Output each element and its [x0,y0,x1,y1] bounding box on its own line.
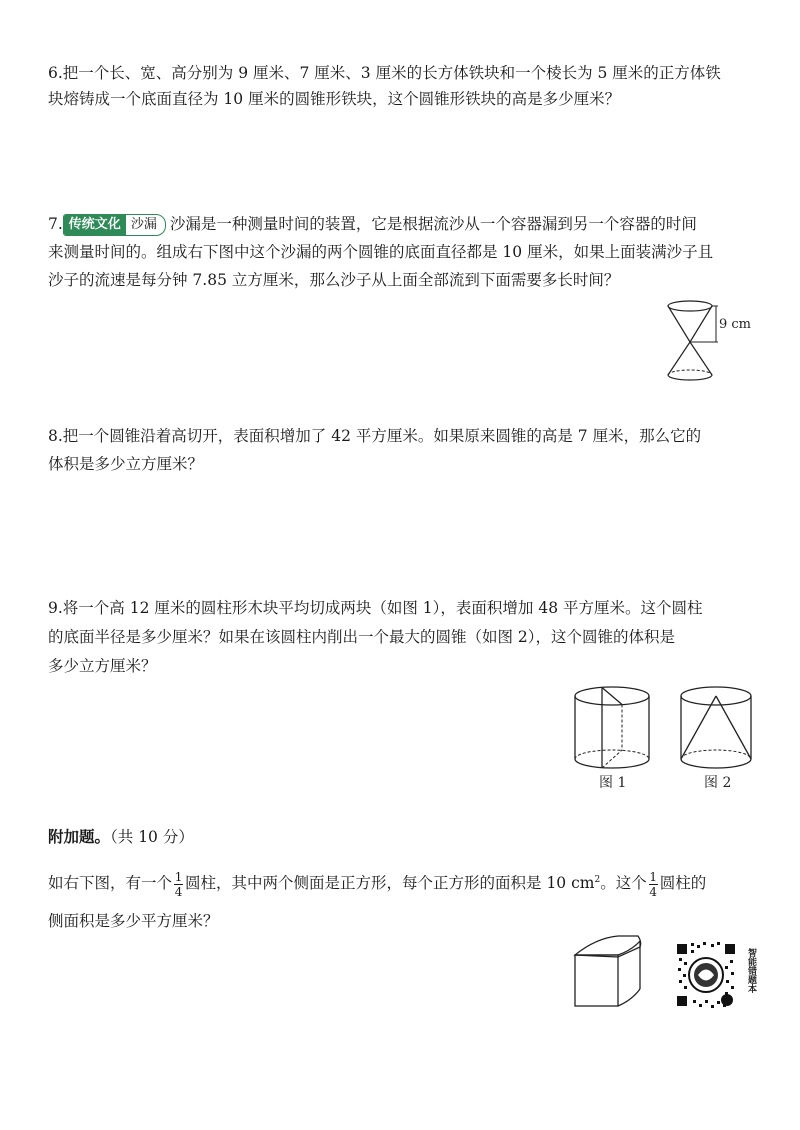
q7-line2: 来测量时间的。组成右下图中这个沙漏的两个圆锥的底面直径都是 10 厘米，如果上面装满沙子且 [48,243,714,261]
figure-2-cone-in-cylinder [671,680,771,795]
figure-2-label: 图 2 [704,775,732,791]
q9-line1: 9.将一个高 12 厘米的圆柱形木块平均切成两块（如图 1），表面积增加 48 平方厘米。这个圆柱 [48,599,703,617]
hourglass-height-label: 9 cm [719,317,752,332]
bonus-heading: 附加题。（共 10 分） [48,828,194,846]
q8-line2: 体积是多少立方厘米？ [48,455,204,473]
q6-line2: 块熔铸成一个底面直径为 10 厘米的圆锥形铁块，这个圆锥形铁块的高是多少厘米？ [48,90,621,108]
hourglass-figure [662,296,762,384]
bonus-line1: 如右下图，有一个 $\frac{1}{4}$ 圆柱，其中两个侧面是正方形，每个正方形的面积是 10 $cm^2$。这个 $\frac{1}{4}$ 圆柱的 [48,869,707,898]
figure-1-label: 图 1 [599,775,627,791]
traditional-culture-tag: 传统文化 沙漏 [63,214,166,236]
fraction-quarter: $\frac{1}{4}$ [174,869,183,898]
q9-line2: 的底面半径是多少厘米？如果在该圆柱内削出一个最大的圆锥（如图 2），这个圆锥的体积是 [48,628,676,646]
q9-number: 9. [48,599,63,617]
q6-number: 6. [48,64,63,82]
q9-line3: 多少立方厘米？ [48,657,157,675]
qr-caption: 智能错题本 [746,948,756,993]
q8-number: 8. [48,427,63,445]
bonus-line2: 侧面积是多少平方厘米？ [48,912,219,930]
q7-line1: 7. 传统文化 沙漏 沙漏是一种测量时间的装置，它是根据流沙从一个容器漏到另一个容器的时间 [48,213,758,236]
q8-line1: 8.把一个圆锥沿着高切开，表面积增加了 42 平方厘米。如果原来圆锥的高是 7 厘米，那么它的 [48,427,702,445]
q7-line3: 沙子的流速是每分钟 7.85 立方厘米，那么沙子从上面全部流到下面需要多长时间？ [48,271,620,289]
q7-number: 7. [48,215,63,233]
q6-line1: 6.把一个长、宽、高分别为 9 厘米、7 厘米、3 厘米的长方体铁块和一个棱长为 5 厘米的正方体铁 [48,64,721,82]
fraction-quarter-2: $\frac{1}{4}$ [649,869,658,898]
figure-1-cut-cylinder [566,680,666,795]
quarter-cylinder-figure [570,930,650,1010]
qr-code-icon[interactable] [675,940,737,1012]
